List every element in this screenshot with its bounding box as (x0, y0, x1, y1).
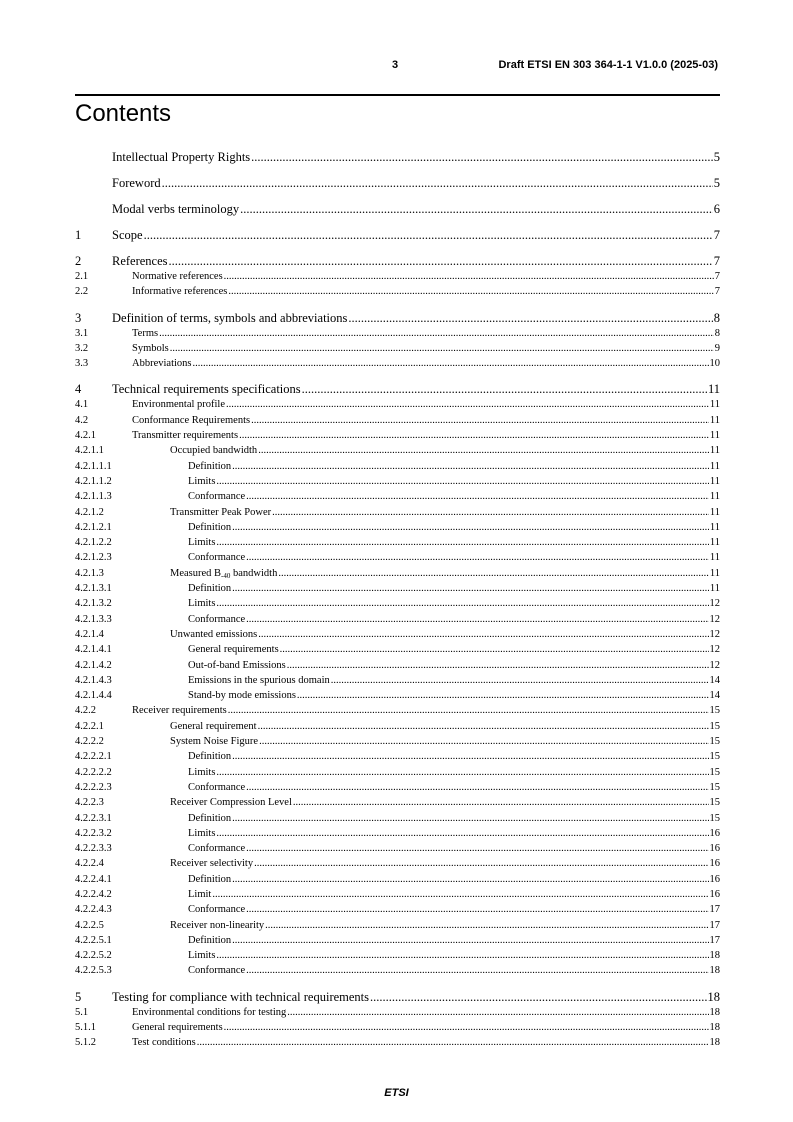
toc-entry[interactable] (75, 175, 720, 191)
toc-entry[interactable] (75, 826, 720, 841)
toc-leader-dots (232, 520, 709, 535)
toc-page-number: 8 (714, 327, 720, 339)
toc-leader-dots (193, 356, 709, 371)
toc-entry[interactable] (75, 326, 720, 341)
toc-leader-dots (246, 902, 708, 917)
toc-number: 4.2.1.1.2 (75, 475, 112, 487)
toc-page-number: 12 (709, 613, 720, 625)
toc-leader-dots (297, 688, 709, 703)
toc-leader-dots (232, 459, 709, 474)
toc-title: Receiver Compression Level (170, 797, 292, 809)
toc-entry[interactable] (75, 918, 720, 933)
toc-title: Environmental conditions for testing (132, 1006, 287, 1018)
toc-entry[interactable] (75, 627, 720, 642)
toc-leader-dots (228, 703, 709, 718)
toc-entry[interactable] (75, 596, 720, 611)
toc-title: Limits (188, 950, 216, 962)
toc-title: Receiver selectivity (170, 858, 254, 870)
toc-number: 4.2.1.2 (75, 506, 104, 518)
toc-title: System Noise Figure (170, 736, 259, 748)
header-rule (75, 94, 720, 96)
toc-number: 4.2.2.2.1 (75, 751, 112, 763)
toc-entry[interactable] (75, 310, 720, 326)
toc-title: Definition (188, 521, 232, 533)
toc-page-number: 11 (709, 414, 720, 426)
toc-page-number: 17 (709, 904, 720, 916)
toc-leader-dots (258, 627, 708, 642)
toc-title: Receiver requirements (132, 705, 227, 717)
toc-number: 4.2.2.4.2 (75, 888, 112, 900)
toc-entry[interactable] (75, 856, 720, 871)
toc-page-number: 18 (709, 950, 720, 962)
toc-entry[interactable] (75, 550, 720, 565)
toc-number: 4.2.2.5.3 (75, 965, 112, 977)
toc-title: Scope (112, 228, 143, 242)
toc-title: References (112, 254, 168, 268)
toc-title: Intellectual Property Rights (112, 150, 251, 164)
toc-number: 4.2.1.4.2 (75, 659, 112, 671)
toc-leader-dots (232, 811, 708, 826)
toc-entry[interactable] (75, 520, 720, 535)
toc-title: Definition (188, 812, 232, 824)
toc-entry[interactable] (75, 253, 720, 269)
toc-title: Modal verbs terminology (112, 202, 240, 216)
toc-number: 3.1 (75, 327, 89, 339)
toc-leader-dots (246, 612, 708, 627)
toc-number: 4.2.2.2.2 (75, 766, 112, 778)
toc-leader-dots (232, 581, 709, 596)
toc-page-number: 12 (709, 628, 720, 640)
toc-number: 5.1.2 (75, 1037, 96, 1049)
toc-entry[interactable] (75, 284, 720, 299)
toc-title: Receiver non-linearity (170, 919, 265, 931)
toc-page-number: 16 (709, 843, 720, 855)
toc-entry[interactable] (75, 381, 720, 397)
toc-page-number: 7 (713, 254, 720, 268)
toc-page-number: 12 (709, 598, 720, 610)
toc-page-number: 14 (709, 674, 720, 686)
toc-title-subscript: -40 (221, 571, 231, 580)
toc-entry[interactable] (75, 642, 720, 657)
toc-number: 4.2.1.3.2 (75, 598, 112, 610)
toc-leader-dots (251, 149, 713, 165)
toc-page-number: 11 (709, 491, 720, 503)
toc-entry[interactable] (75, 765, 720, 780)
toc-entry[interactable] (75, 989, 720, 1005)
toc-title: Limits (188, 598, 216, 610)
toc-leader-dots (232, 749, 708, 764)
toc-title: Terms (132, 327, 159, 339)
toc-entry[interactable] (75, 413, 720, 428)
toc-page-number: 11 (709, 567, 720, 579)
toc-leader-dots (224, 269, 714, 284)
toc-number: 4.2.1.1 (75, 445, 104, 457)
toc-number: 4.2.2.5.1 (75, 934, 112, 946)
toc-number: 4.2.2.5 (75, 919, 104, 931)
toc-number: 4.2.2.2 (75, 736, 104, 748)
toc-title: General requirements (132, 1022, 223, 1034)
toc-page-number: 14 (709, 690, 720, 702)
toc-leader-dots (170, 341, 714, 356)
toc-leader-dots (370, 989, 706, 1005)
toc-title: Limits (188, 766, 216, 778)
toc-title: Unwanted emissions (170, 628, 258, 640)
toc-leader-dots (226, 397, 709, 412)
toc-title: Informative references (132, 286, 228, 298)
toc-page-number: 15 (709, 736, 720, 748)
toc-page-number: 15 (709, 751, 720, 763)
toc-title: Conformance (188, 491, 246, 503)
toc-leader-dots (240, 201, 713, 217)
toc-title: Foreword (112, 176, 161, 190)
toc-leader-dots (216, 535, 708, 550)
toc-entry[interactable] (75, 948, 720, 963)
toc-leader-dots (258, 719, 709, 734)
toc-number: 4.2.1.2.3 (75, 552, 112, 564)
toc-leader-dots (216, 826, 708, 841)
toc-number: 2.1 (75, 271, 89, 282)
toc-page-number: 18 (709, 1037, 720, 1049)
toc-entry[interactable] (75, 887, 720, 902)
toc-page-number: 11 (709, 537, 720, 549)
toc-entry[interactable] (75, 356, 720, 371)
toc-entry[interactable] (75, 811, 720, 826)
toc-title: General requirements (188, 644, 279, 656)
toc-leader-dots (246, 550, 709, 565)
toc-entry[interactable] (75, 902, 720, 917)
toc-number: 3 (75, 310, 82, 325)
toc-number: 5.1 (75, 1006, 89, 1018)
toc-page-number: 15 (709, 781, 720, 793)
toc-page-number: 16 (709, 873, 720, 885)
toc-page-number: 17 (709, 919, 720, 931)
toc-leader-dots (212, 887, 708, 902)
toc-page-number: 11 (707, 382, 720, 397)
toc-leader-dots (246, 963, 708, 978)
toc-number: 4.2.2.3.1 (75, 812, 112, 824)
toc-entry[interactable] (75, 474, 720, 489)
toc-entry[interactable] (75, 341, 720, 356)
toc-number: 4.2.1.3.3 (75, 613, 112, 625)
toc-page-number: 11 (709, 460, 720, 472)
toc-number: 1 (75, 228, 82, 242)
toc-entry[interactable] (75, 933, 720, 948)
toc-page-number: 5 (713, 176, 720, 190)
toc-number: 2.2 (75, 286, 89, 298)
toc-page-number: 11 (709, 583, 720, 595)
toc-title: Conformance Requirements (132, 414, 251, 426)
toc-title: Conformance (188, 613, 246, 625)
toc-number: 4.2.2.3.3 (75, 843, 112, 855)
toc-title: Symbols (132, 342, 169, 354)
toc-number: 4.2.2.2.3 (75, 781, 112, 793)
toc-entry[interactable] (75, 734, 720, 749)
toc-leader-dots (287, 1005, 708, 1020)
page-header (0, 57, 793, 73)
toc-number: 2 (75, 254, 82, 268)
toc-number: 4.2.1.2.2 (75, 537, 112, 549)
toc-leader-dots (278, 566, 709, 581)
document-id: Draft ETSI EN 303 364-1-1 V1.0.0 (2025-03) (498, 59, 718, 71)
toc-page-number: 11 (709, 552, 720, 564)
toc-title: Conformance (188, 552, 246, 564)
toc-entry[interactable] (75, 489, 720, 504)
toc-entry[interactable] (75, 872, 720, 887)
toc-leader-dots (265, 918, 708, 933)
toc-page-number: 10 (709, 358, 720, 370)
toc-leader-dots (246, 841, 708, 856)
toc-page-number: 18 (709, 965, 720, 977)
toc-number: 3.3 (75, 358, 89, 370)
toc-number: 4.2.2.4 (75, 858, 104, 870)
toc-entry[interactable] (75, 719, 720, 734)
toc-page-number: 17 (709, 934, 720, 946)
toc-title: Normative references (132, 271, 223, 282)
toc-entry[interactable] (75, 443, 720, 458)
toc-page-number: 15 (709, 797, 720, 809)
toc-entry[interactable] (75, 201, 720, 217)
toc-entry[interactable] (75, 703, 720, 718)
toc-title: General requirement (170, 720, 257, 732)
toc-page-number: 5 (713, 150, 720, 164)
toc-leader-dots (228, 284, 713, 299)
toc-leader-dots (224, 1020, 709, 1035)
toc-title: Out-of-band Emissions (188, 659, 286, 671)
table-of-contents (75, 149, 720, 1051)
toc-leader-dots (280, 642, 709, 657)
toc-leader-dots (246, 489, 709, 504)
footer-etsi: ETSI (384, 1087, 409, 1099)
toc-title: Definition (188, 460, 232, 472)
toc-leader-dots (272, 505, 709, 520)
toc-leader-dots (251, 413, 709, 428)
toc-page-number: 16 (709, 888, 720, 900)
toc-title: Conformance (188, 904, 246, 916)
toc-title: Abbreviations (132, 358, 192, 370)
toc-leader-dots (216, 596, 708, 611)
toc-page-number: 15 (709, 812, 720, 824)
toc-number: 4.2.2.1 (75, 720, 104, 732)
toc-number: 4.2.1.4.1 (75, 644, 112, 656)
toc-entry[interactable] (75, 780, 720, 795)
toc-entry[interactable] (75, 227, 720, 243)
toc-entry[interactable] (75, 688, 720, 703)
toc-number: 4.2.2.4.1 (75, 873, 112, 885)
toc-number: 4.2.2 (75, 705, 96, 717)
toc-title: Measured $B_{-40}$ bandwidth (170, 567, 278, 580)
toc-number: 4.2.1.4 (75, 628, 104, 640)
toc-title: Limits (188, 827, 216, 839)
toc-page-number: 15 (709, 705, 720, 717)
toc-entry[interactable] (75, 505, 720, 520)
toc-entry[interactable] (75, 1005, 720, 1020)
toc-number: 4.2.1.1.3 (75, 491, 112, 503)
toc-page-number: 18 (707, 989, 720, 1004)
toc-entry[interactable] (75, 1035, 720, 1050)
toc-number: 4.1 (75, 399, 89, 411)
toc-number: 4.2.1.4.3 (75, 674, 112, 686)
toc-leader-dots (216, 474, 708, 489)
toc-page-number: 9 (714, 342, 720, 354)
toc-entry[interactable] (75, 612, 720, 627)
toc-leader-dots (254, 856, 708, 871)
toc-number: 4.2.1.3 (75, 567, 104, 579)
toc-title: Definition (188, 873, 232, 885)
toc-title: Emissions in the spurious domain (188, 674, 330, 686)
toc-leader-dots (331, 673, 709, 688)
toc-leader-dots (348, 310, 712, 326)
toc-title: Conformance (188, 965, 246, 977)
toc-number: 3.2 (75, 342, 89, 354)
toc-number: 4.2.1.1.1 (75, 460, 112, 472)
toc-number: 4.2.1.4.4 (75, 690, 112, 702)
toc-entry[interactable] (75, 566, 720, 581)
toc-title: Testing for compliance with technical requirements (112, 989, 370, 1004)
toc-leader-dots (232, 933, 708, 948)
toc-number: 4.2.2.4.3 (75, 904, 112, 916)
toc-entry[interactable] (75, 1020, 720, 1035)
toc-page-number: 11 (709, 475, 720, 487)
page-title: Contents (75, 100, 172, 127)
toc-entry[interactable] (75, 149, 720, 165)
toc-page-number: 7 (714, 286, 720, 298)
toc-page-number: 15 (709, 720, 720, 732)
toc-title: Definition (188, 583, 232, 595)
toc-leader-dots (293, 795, 709, 810)
toc-entry[interactable] (75, 841, 720, 856)
toc-entry[interactable] (75, 673, 720, 688)
toc-page-number: 6 (713, 202, 720, 216)
toc-number: 4.2.2.3 (75, 797, 104, 809)
toc-title: Conformance (188, 781, 246, 793)
toc-number: 5.1.1 (75, 1022, 96, 1034)
toc-title: Limits (188, 537, 216, 549)
toc-entry[interactable] (75, 749, 720, 764)
toc-entry[interactable] (75, 658, 720, 673)
toc-page-number: 11 (709, 521, 720, 533)
toc-title: Test conditions (132, 1037, 196, 1049)
toc-leader-dots (159, 326, 714, 341)
toc-number: 4.2 (75, 414, 89, 426)
toc-number: 4.2.1 (75, 430, 96, 442)
toc-entry[interactable] (75, 963, 720, 978)
toc-title: Environmental profile (132, 399, 226, 411)
toc-page-number: 12 (709, 644, 720, 656)
toc-page-number: 16 (709, 827, 720, 839)
toc-page-number: 11 (709, 430, 720, 442)
toc-leader-dots (259, 734, 708, 749)
toc-title: Occupied bandwidth (170, 445, 258, 457)
toc-entry[interactable] (75, 428, 720, 443)
toc-leader-dots (258, 443, 709, 458)
toc-leader-dots (162, 175, 713, 191)
toc-page-number: 18 (709, 1006, 720, 1018)
toc-entry[interactable] (75, 397, 720, 412)
toc-leader-dots (197, 1035, 709, 1050)
toc-page-number: 11 (709, 399, 720, 411)
toc-title: Limits (188, 475, 216, 487)
toc-title: Definition (188, 751, 232, 763)
toc-title: Transmitter requirements (132, 430, 239, 442)
toc-entry[interactable] (75, 535, 720, 550)
toc-entry[interactable] (75, 795, 720, 810)
toc-title: Definition of terms, symbols and abbreviations (112, 310, 348, 325)
toc-number: 4.2.2.5.2 (75, 950, 112, 962)
toc-entry[interactable] (75, 581, 720, 596)
toc-page-number: 8 (713, 310, 720, 325)
toc-page-number: 11 (709, 445, 720, 457)
toc-page-number: 15 (709, 766, 720, 778)
toc-leader-dots (216, 765, 708, 780)
toc-title: Stand-by mode emissions (188, 690, 296, 702)
toc-entry[interactable] (75, 269, 720, 284)
toc-page-number: 12 (709, 659, 720, 671)
toc-leader-dots (169, 253, 713, 269)
toc-number: 4.2.2.3.2 (75, 827, 112, 839)
toc-leader-dots (246, 780, 708, 795)
toc-page-number: 16 (709, 858, 720, 870)
toc-title: Limit (188, 888, 212, 900)
toc-page-number: 18 (709, 1022, 720, 1034)
toc-number: 4 (75, 382, 82, 397)
toc-leader-dots (239, 428, 709, 443)
toc-entry[interactable] (75, 459, 720, 474)
page-number: 3 (392, 59, 399, 71)
toc-number: 4.2.1.3.1 (75, 583, 112, 595)
toc-leader-dots (287, 658, 709, 673)
toc-title: Technical requirements specifications (112, 382, 301, 397)
toc-title: Conformance (188, 843, 246, 855)
toc-leader-dots (302, 381, 707, 397)
toc-page-number: 7 (714, 271, 720, 282)
toc-leader-dots (144, 227, 713, 243)
toc-page-number: 7 (713, 228, 720, 242)
toc-title: Transmitter Peak Power (170, 506, 272, 518)
toc-number: 4.2.1.2.1 (75, 521, 112, 533)
toc-page-number: 11 (709, 506, 720, 518)
toc-leader-dots (216, 948, 708, 963)
toc-number: 5 (75, 989, 82, 1004)
toc-title: Definition (188, 934, 232, 946)
toc-leader-dots (232, 872, 708, 887)
